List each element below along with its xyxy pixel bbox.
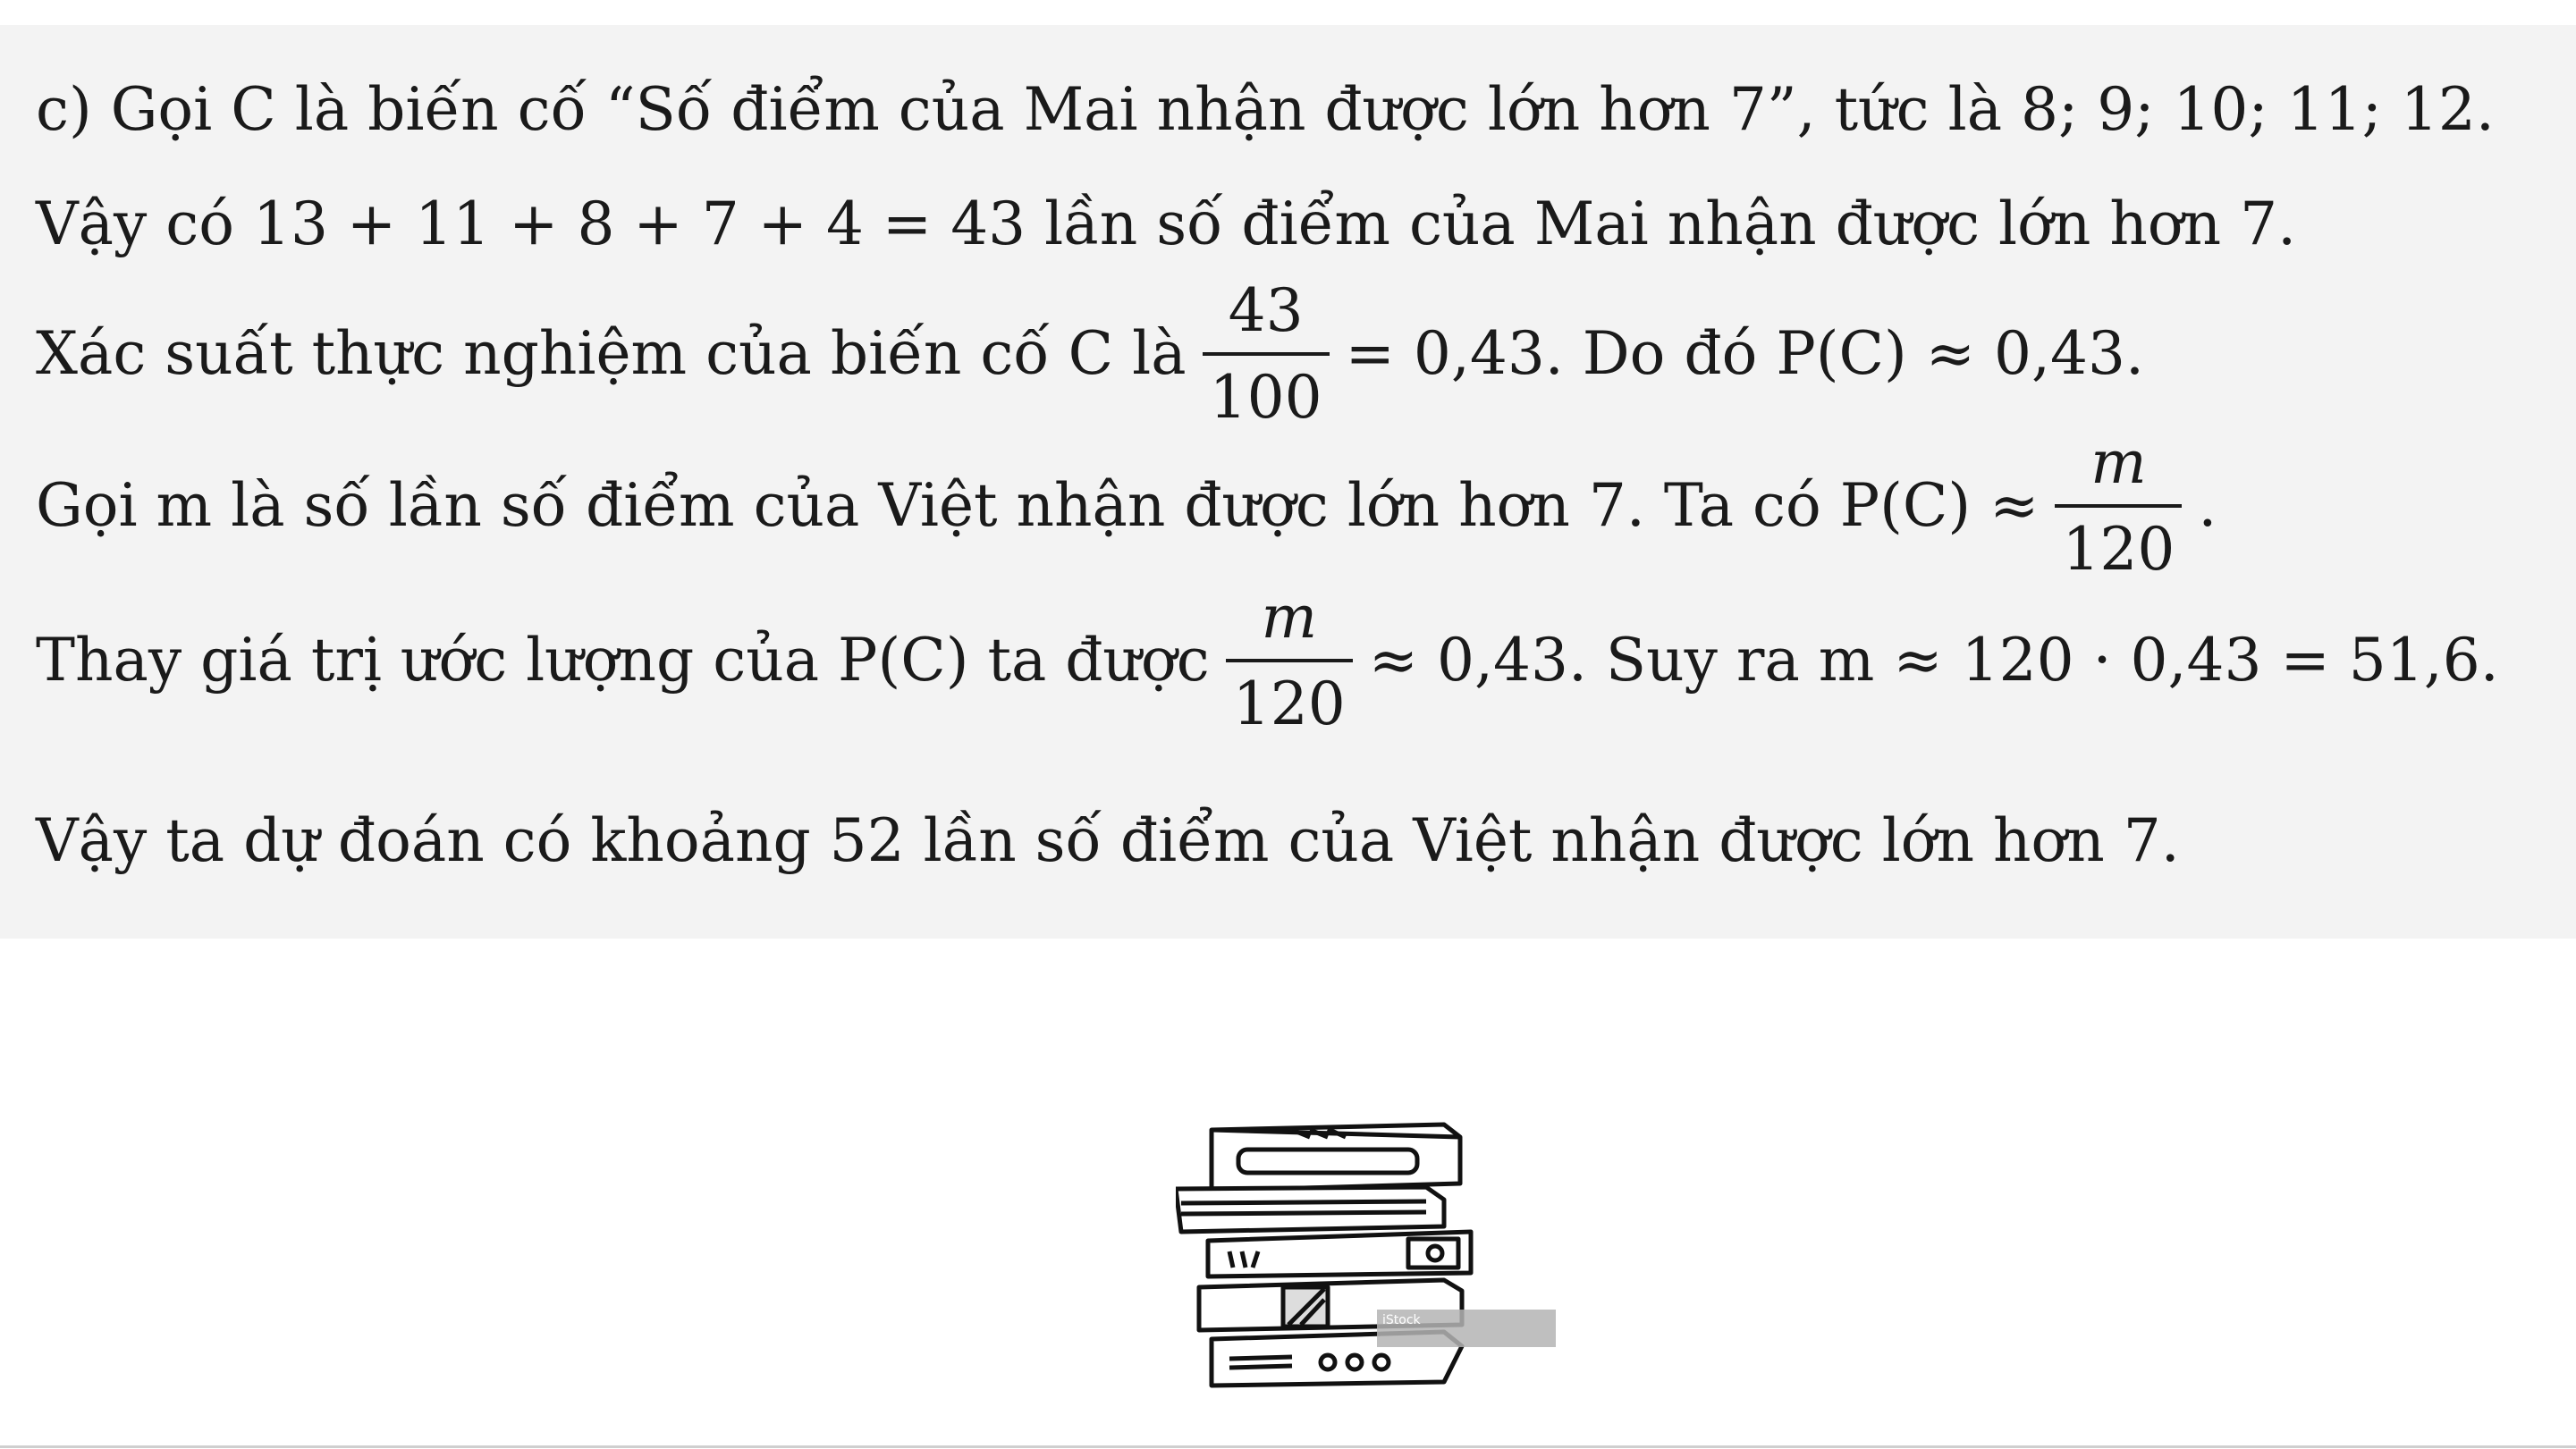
fraction-43-over-100 — [1203, 276, 1330, 433]
fraction-denominator: 120 — [1232, 670, 1346, 739]
solution-panel — [0, 25, 2576, 939]
line-4 — [36, 428, 2217, 585]
line-5 — [36, 583, 2499, 739]
bottom-divider — [0, 1445, 2576, 1448]
line-3 — [36, 276, 2144, 433]
fraction-bar — [1203, 352, 1330, 356]
fraction-numerator: m — [1261, 583, 1318, 652]
watermark-text: iStock — [1382, 1313, 1421, 1327]
fraction-bar — [1226, 659, 1353, 662]
fraction-bar — [2055, 504, 2182, 508]
fraction-m-over-120-b — [1226, 583, 1353, 739]
line-5-text-after: ≈ 0,43. Suy ra m ≈ 120 · 0,43 = 51,6. — [1368, 626, 2499, 695]
line-3-text-before: Xác suất thực nghiệm của biến cố C là — [36, 319, 1187, 389]
fraction-numerator: 43 — [1228, 276, 1304, 345]
fraction-m-over-120 — [2055, 428, 2182, 585]
line-4-text-after: . — [2198, 471, 2217, 541]
fraction-numerator: m — [2090, 428, 2147, 497]
line-2 — [36, 190, 2297, 258]
line-6 — [36, 806, 2180, 875]
line-4-text-before: Gọi m là số lần số điểm của Việt nhận được lớn hơn 7. Ta có P(C) ≈ — [36, 471, 2040, 541]
line-1-text: c) Gọi C là biến cố “Số điểm của Mai nhận được lớn hơn 7”, tức là 8; 9; 10; 11; 12. — [36, 75, 2495, 144]
line-5-text-before: Thay giá trị ước lượng của P(C) ta được — [36, 626, 1210, 695]
stack-of-books-icon — [1176, 1117, 1560, 1394]
fraction-denominator: 100 — [1209, 363, 1322, 433]
line-3-text-after: = 0,43. Do đó P(C) ≈ 0,43. — [1345, 319, 2144, 389]
line-2-text: Vậy có 13 + 11 + 8 + 7 + 4 = 43 lần số điểm của Mai nhận được lớn hơn 7. — [36, 190, 2297, 258]
line-6-text: Vậy ta dự đoán có khoảng 52 lần số điểm của Việt nhận được lớn hơn 7. — [36, 806, 2180, 875]
fraction-denominator: 120 — [2062, 515, 2175, 585]
line-1 — [36, 75, 2495, 144]
watermark-badge — [1377, 1310, 1556, 1347]
